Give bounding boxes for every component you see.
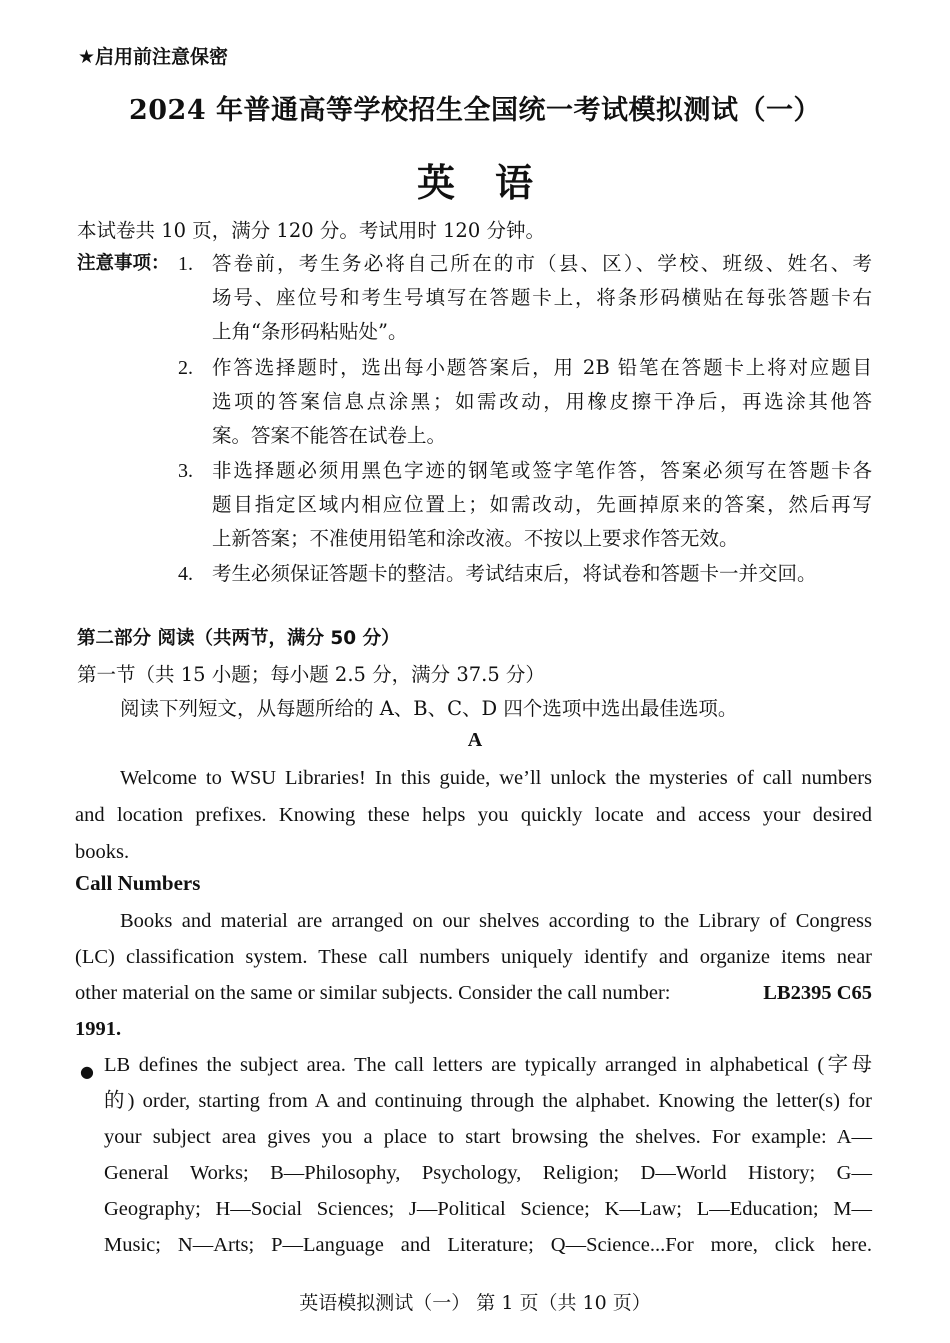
notice-item-line: 上角“条形码粘贴处”。 xyxy=(212,320,408,343)
bullet-line: General Works; B—Philosophy, Psychology, Religion; D—World History; G— xyxy=(104,1162,872,1184)
passage-line: other material on the same or similar subjects. Consider the call number: xyxy=(75,982,671,1004)
notice-item-line: 考生必须保证答题卡的整洁。考试结束后，将试卷和答题卡一并交回。 xyxy=(212,562,817,585)
call-numbers-heading: Call Numbers xyxy=(75,871,201,895)
bullet-line: Geography; H—Social Sciences; J—Political Science; K—Law; L—Education; M— xyxy=(104,1198,872,1220)
notice-item-line: 非选择题必须用黑色字迹的钢笔或签字笔作答，答案必须写在答题卡各 xyxy=(212,459,872,482)
bullet-line: your subject area gives you a place to start browsing the shelves. For example: A— xyxy=(104,1126,872,1148)
passage-line-call xyxy=(75,975,872,1011)
reading-instruction: 阅读下列短文，从每题所给的 A、B、C、D 四个选项中选出最佳选项。 xyxy=(120,697,738,720)
subject-title: 英语 xyxy=(416,160,573,205)
confidential-notice: ★启用前注意保密 xyxy=(78,46,229,68)
notice-item-number: 3. xyxy=(178,460,193,482)
page-footer: 英语模拟测试（一） 第 1 页（共 10 页） xyxy=(299,1292,651,1314)
notice-item-number: 2. xyxy=(178,357,193,379)
call-number: LB2395 C65 xyxy=(763,982,872,1004)
notice-item-line: 场号、座位号和考生号填写在答题卡上，将条形码横贴在每张答题卡右 xyxy=(212,286,872,309)
passage-line: Books and material are arranged on our shelves according to the Library of Congress xyxy=(120,910,872,932)
notice-label: 注意事项： xyxy=(77,253,170,274)
notice-item-number: 4. xyxy=(178,563,193,585)
exam-title: 2024 年普通高等学校招生全国统一考试模拟测试（一） xyxy=(128,95,822,126)
passage-line: and location prefixes. Knowing these helps you quickly locate and access your desired xyxy=(75,804,872,826)
passage-line: books. xyxy=(75,841,130,863)
exam-intro: 本试卷共 10 页，满分 120 分。考试用时 120 分钟。 xyxy=(77,219,545,242)
notice-item-line: 案。答案不能答在试卷上。 xyxy=(212,424,447,447)
bullet-line: 的) order, starting from A and continuing through the alphabet. Knowing the letter(s) for xyxy=(104,1090,872,1112)
subsection-title: 第一节（共 15 小题；每小题 2.5 分，满分 37.5 分） xyxy=(77,663,545,686)
notice-item-line: 选项的答案信息点涂黑；如需改动，用橡皮擦干净后，再选涂其他答 xyxy=(212,390,872,413)
passage-label: A xyxy=(467,729,483,751)
notice-item-line: 题目指定区域内相应位置上；如需改动，先画掉原来的答案，然后再写 xyxy=(212,493,872,516)
bullet-line: LB defines the subject area. The call letters are typically arranged in alphabetical (字母 xyxy=(104,1054,872,1076)
section-title: 第二部分 阅读（共两节，满分 50 分） xyxy=(77,628,400,649)
passage-line: (LC) classification system. These call numbers uniquely identify and organize items near xyxy=(75,946,872,968)
bullet-icon: ● xyxy=(80,1062,94,1081)
call-number-year: 1991. xyxy=(75,1018,122,1040)
notice-item-line: 上新答案；不准使用铅笔和涂改液。不按以上要求作答无效。 xyxy=(212,527,739,550)
notice-item-line: 作答选择题时，选出每小题答案后，用 2B 铅笔在答题卡上将对应题目 xyxy=(212,356,872,379)
notice-item-line: 答卷前，考生务必将自己所在的市（县、区）、学校、班级、姓名、考 xyxy=(212,252,872,275)
bullet-line: Music; N—Arts; P—Language and Literature; Q—Science...For more, click here. xyxy=(104,1234,872,1256)
notice-item-number: 1. xyxy=(178,253,193,275)
passage-line: Welcome to WSU Libraries! In this guide, we’ll unlock the mysteries of call numbers xyxy=(120,767,872,789)
